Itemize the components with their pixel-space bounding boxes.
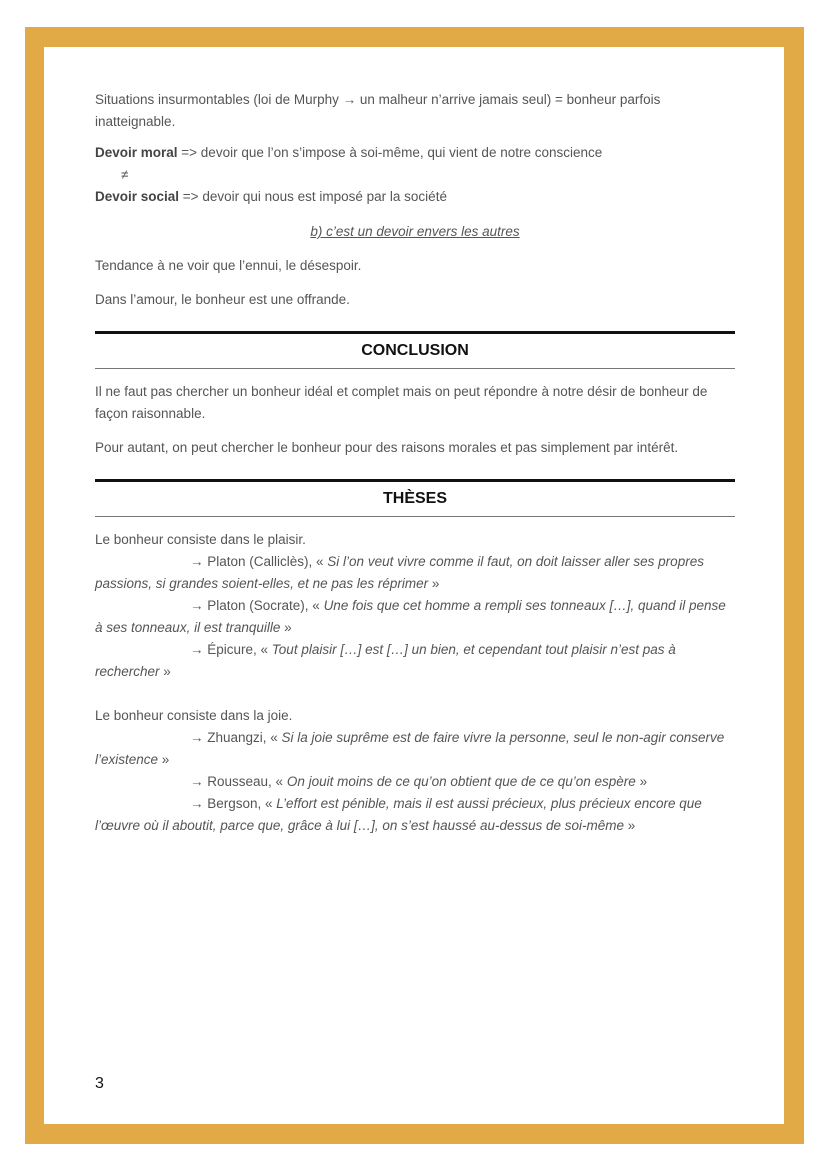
conclusion-paragraph-1: Il ne faut pas chercher un bonheur idéal et complet mais on peut répondre à notre désir de bonheur de façon raisonnable. [95, 384, 708, 421]
theses-joie-heading: Le bonheur consiste dans la joie. [95, 708, 293, 723]
document-page [44, 47, 784, 1124]
page-number: 3 [95, 1075, 104, 1092]
intro-paragraph-murphy: Situations insurmontables (loi de Murphy → un malheur n’arrive jamais seul) = bonheur parfois inatteignable. [95, 92, 661, 129]
devoir-social-term: Devoir social [95, 189, 180, 204]
theses-plaisir-heading: Le bonheur consiste dans le plaisir. [95, 532, 306, 547]
page-content [95, 89, 735, 837]
spacer [95, 683, 735, 705]
thesis-quote-bergson: → Bergson, « L’effort est pénible, mais il est aussi précieux, plus précieux encore que l’œuvre où il aboutit, parce que, grâce à lui […], on s’est haussé au-dessus de soi-même » [95, 796, 702, 833]
section-rule-thin [95, 516, 735, 517]
thesis-quote-platon-callicles: → Platon (Calliclès), « Si l’on veut vivre comme il faut, on doit laisser aller ses propres passions, si grandes soient-elles, et ne pas les réprimer » [95, 554, 704, 591]
thesis-quote-platon-socrate: → Platon (Socrate), « Une fois que cet homme a rempli ses tonneaux […], quand il pense à ses tonneaux, il est tranquille » [95, 598, 726, 635]
subheading-devoir-autres: b) c’est un devoir envers les autres [310, 224, 520, 239]
thesis-quote-zhuangzi: → Zhuangzi, « Si la joie suprême est de faire vivre la personne, seul le non-agir conserve l’existence » [95, 730, 725, 767]
section-rule-thin [95, 368, 735, 369]
devoir-moral-line [95, 142, 735, 164]
not-equal-symbol: ≠ [121, 167, 129, 182]
devoir-social-definition: => devoir qui nous est imposé par la société [179, 189, 447, 204]
conclusion-paragraph-2: Pour autant, on peut chercher le bonheur pour des raisons morales et pas simplement par intérêt. [95, 440, 679, 455]
thesis-quote-epicure: → Épicure, « Tout plaisir […] est […] un bien, et cependant tout plaisir n’est pas à rechercher » [95, 642, 676, 679]
section-title-conclusion: CONCLUSION [361, 342, 469, 359]
devoir-moral-definition: => devoir que l’on s’impose à soi-même, qui vient de notre conscience [177, 145, 603, 160]
thesis-quote-rousseau: → Rousseau, « On jouit moins de ce qu’on obtient que de ce qu’on espère » [190, 774, 648, 789]
section-title-theses: THÈSES [382, 490, 447, 507]
intro-paragraph-amour: Dans l’amour, le bonheur est une offrande. [95, 292, 350, 307]
devoir-social-line [95, 186, 735, 208]
intro-paragraph-ennui: Tendance à ne voir que l’ennui, le désespoir. [95, 258, 362, 273]
devoir-moral-term: Devoir moral [95, 145, 178, 160]
theses-header [95, 479, 735, 517]
conclusion-header [95, 331, 735, 369]
